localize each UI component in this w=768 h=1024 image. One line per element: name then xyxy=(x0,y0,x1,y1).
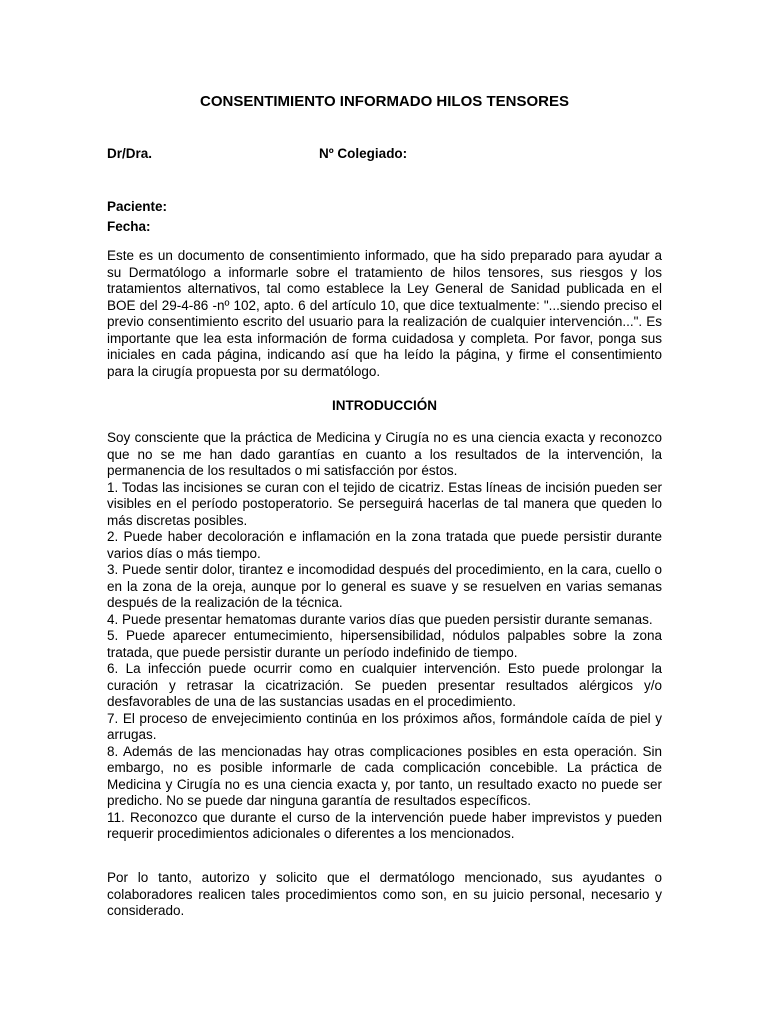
section-title-introduccion: INTRODUCCIÓN xyxy=(332,398,437,413)
body-paragraph: 6. La infección puede ocurrir como en cualquier intervención. Esto puede prolongar la curación y retrasar la cicatrización. Se pueden presentar resultados alérgicos y/o desfavorables de una de las sustancias usadas en el procedimiento. xyxy=(107,661,662,709)
body-paragraph: 3. Puede sentir dolor, tirantez e incomodidad después del procedimiento, en la cara, cuello o en la zona de la oreja, aunque por lo general es suave y se resuelven en varias semanas después de la realización de la técnica. xyxy=(107,562,662,610)
body-paragraph: Soy consciente que la práctica de Medicina y Cirugía no es una ciencia exacta y reconozco que no se me han dado garantías en cuanto a los resultados de la intervención, la permanencia de los resultados o mi satisfacción por éstos. xyxy=(107,430,662,478)
intro-paragraph: Este es un documento de consentimiento informado, que ha sido preparado para ayudar a su Dermatólogo a informarle sobre el tratamiento de hilos tensores, sus riesgos y los tratamientos alternativos, tal como establece la Ley General de Sanidad publicada en el BOE del 29-4-86 -nº 102, apto. 6 del artículo 10, que dice textualmente: "...siendo preciso el previo consentimiento escrito del usuario para la realización de cualquier intervención...". Es importante que lea esta información de forma cuidadosa y completa. Por favor, ponga sus iniciales en cada página, indicando así que ha leído la página, y firme el consentimiento para la cirugía propuesta por su dermatólogo. xyxy=(107,248,662,379)
body-paragraph: 5. Puede aparecer entumecimiento, hipersensibilidad, nódulos palpables sobre la zona tratada, que puede persistir durante un período indefinido de tiempo. xyxy=(107,628,662,660)
body-paragraph: 8. Además de las mencionadas hay otras complicaciones posibles en esta operación. Sin embargo, no es posible informarle de cada complicación concebible. La práctica de Medicina y Cirugía no es una ciencia exacta y, por tanto, un resultado exacto no puede ser predicho. No se puede dar ninguna garantía de resultados específicos. xyxy=(107,743,662,808)
body-paragraph: 11. Reconozco que durante el curso de la intervención puede haber imprevistos y pueden requerir procedimientos adicionales o diferentes a los mencionados. xyxy=(107,809,662,841)
closing-paragraph: Por lo tanto, autorizo y solicito que el dermatólogo mencionado, sus ayudantes o colaboradores realicen tales procedimientos como son, en su juicio personal, necesario y considerado. xyxy=(107,870,662,918)
body-paragraph: 2. Puede haber decoloración e inflamación en la zona tratada que puede persistir durante varios días o más tiempo. xyxy=(107,529,662,561)
body-paragraph: 4. Puede presentar hematomas durante varios días que pueden persistir durante semanas. xyxy=(107,611,653,627)
document-title: CONSENTIMIENTO INFORMADO HILOS TENSORES xyxy=(200,93,569,110)
doctor-label: Dr/Dra. xyxy=(107,146,153,161)
paciente-label: Paciente: xyxy=(107,199,168,214)
introduccion-body xyxy=(107,430,662,843)
fecha-label: Fecha: xyxy=(107,219,151,234)
body-paragraph: 1. Todas las incisiones se curan con el tejido de cicatriz. Estas líneas de incisión pueden ser visibles en el período postoperatorio. Se perseguirá hacerlas de tal manera que queden lo más discretas posibles. xyxy=(107,479,662,528)
body-paragraph: 7. El proceso de envejecimiento continúa en los próximos años, formándole caída de piel y arrugas. xyxy=(107,710,662,742)
colegiado-label: Nº Colegiado: xyxy=(319,146,408,161)
